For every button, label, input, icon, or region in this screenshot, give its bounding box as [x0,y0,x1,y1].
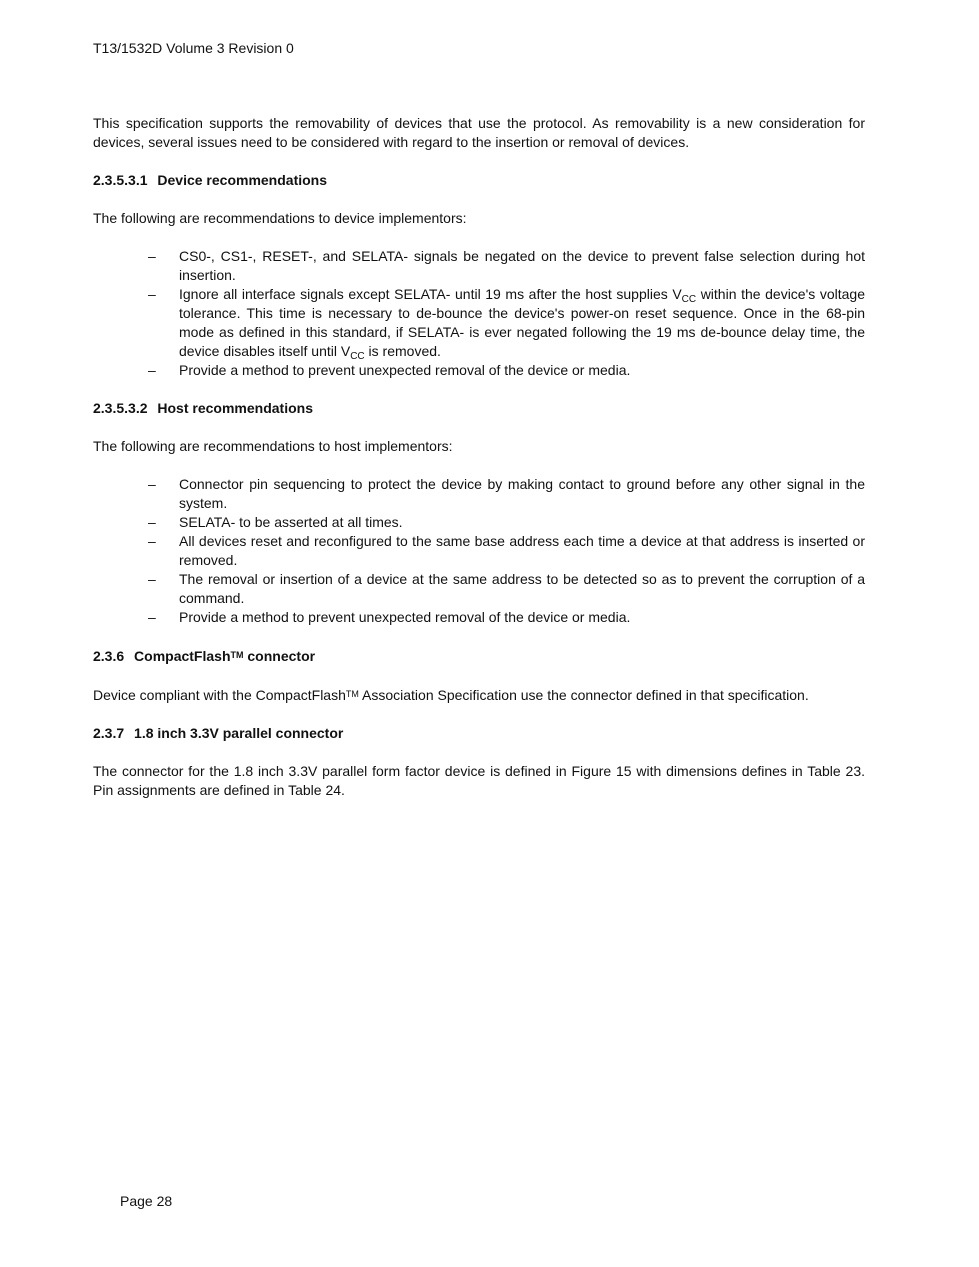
section-intro: The following are recommendations to device implementors: [93,210,467,226]
page-footer: Page 28 [120,1193,173,1209]
section-number: 2.3.5.3.1 [93,172,148,188]
compactflash-paragraph: Device compliant with the CompactFlash™ Association Specification use the connector defined in that specification. [93,687,809,703]
list-item: – SELATA- to be asserted at all times. [148,514,403,530]
bullet-dash: – [148,514,156,530]
list-item: – Provide a method to prevent unexpected removal of the device or media. [148,609,631,625]
section-number: 2.3.6 [93,648,125,664]
section-title: Device recommendations [157,172,328,188]
parallel-connector-paragraph: The connector for the 1.8 inch 3.3V parallel form factor device is defined in Figure 15 with dimensions defines in Table 23. Pin assignments are defined in Table 24. [93,763,865,798]
bullet-dash: – [148,571,156,587]
bullet-dash: – [148,533,156,549]
list-item: – CS0-, CS1-, RESET-, and SELATA- signals be negated on the device to prevent false selection during hot insertion. [148,248,865,283]
section-title: 1.8 inch 3.3V parallel connector [134,725,344,741]
list-item: – All devices reset and reconfigured to the same base address each time a device at that address is inserted or removed. [148,533,865,568]
section-number: 2.3.7 [93,725,125,741]
bullet-dash: – [148,362,156,378]
bullet-dash: – [148,476,156,492]
list-item: – Ignore all interface signals except SELATA- until 19 ms after the host supplies $V_{CC}$ within the device's voltage tolerance. This time is necessary to de-bounce the device's power-on reset sequence. Once in the 68-pin mode as defined in this standard, if SELATA- is ever negated following the 19 ms de-bounce delay time, the device disables itself until $V_{CC}$ is removed. [148,286,865,362]
section-number: 2.3.5.3.2 [93,400,148,416]
list-item: – The removal or insertion of a device at the same address to be detected so as to prevent the corruption of a command. [148,571,865,606]
page-content [93,114,865,800]
section-title: Host recommendations [157,400,313,416]
trademark-mark: TM [230,650,244,660]
section-heading-compactflash: 2.3.6 CompactFlash™ connector [93,648,316,664]
section-heading-device [93,171,865,190]
section-heading-host [93,399,865,418]
device-bullet-list [93,247,865,380]
bullet-dash: – [148,286,156,302]
bullet-dash: – [148,609,156,625]
page-header: T13/1532D Volume 3 Revision 0 [93,40,294,56]
list-item: – Provide a method to prevent unexpected removal of the device or media. [148,362,631,378]
section-heading-parallel-connector [93,724,865,743]
section-intro: The following are recommendations to host implementors: [93,438,453,454]
bullet-dash: – [148,248,156,264]
list-item: – Connector pin sequencing to protect the device by making contact to ground before any other signal in the system. [148,476,865,511]
intro-paragraph: This specification supports the removability of devices that use the protocol. As removability is a new consideration for devices, several issues need to be considered with regard to the insertion or removal of devices. [93,115,865,150]
host-bullet-list [93,475,865,627]
section-title: CompactFlash [134,648,231,664]
trademark-mark: TM [345,689,359,699]
